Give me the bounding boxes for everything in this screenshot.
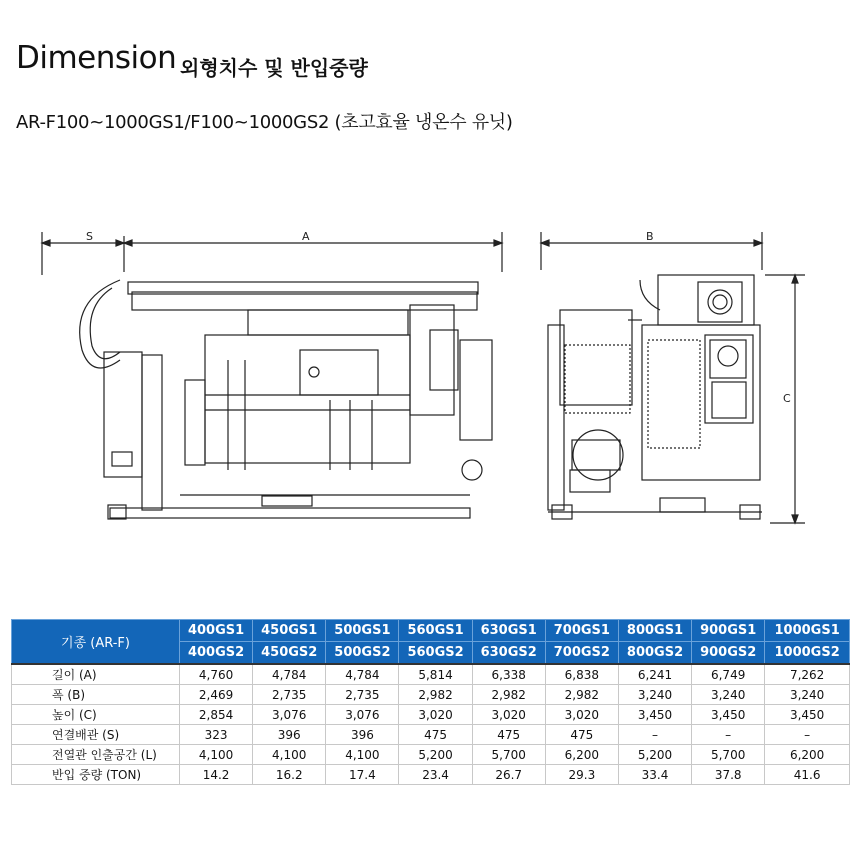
- table-cell: –: [618, 725, 691, 745]
- table-cell: 4,100: [180, 745, 253, 765]
- dim-label-b: B: [646, 230, 654, 243]
- table-cell: 396: [326, 725, 399, 745]
- table-header-cell: 400GS1: [180, 620, 253, 642]
- table-cell: 5,200: [399, 745, 472, 765]
- table-cell: 17.4: [326, 765, 399, 785]
- table-header-cell: 1000GS1: [765, 620, 850, 642]
- table-cell: 6,838: [545, 664, 618, 685]
- table-cell: 3,240: [618, 685, 691, 705]
- table-header-cell: 560GS1: [399, 620, 472, 642]
- table-cell: 2,982: [399, 685, 472, 705]
- table-row: [12, 725, 850, 745]
- table-cell: 2,469: [180, 685, 253, 705]
- table-header-row: [12, 620, 850, 642]
- table-cell: 3,076: [326, 705, 399, 725]
- table-cell: 29.3: [545, 765, 618, 785]
- dimension-drawing: [0, 220, 859, 550]
- table-row-label: 반입 중량 (TON): [12, 765, 180, 785]
- table-cell: 3,450: [765, 705, 850, 725]
- table-cell: 26.7: [472, 765, 545, 785]
- table-header-cell: 800GS1: [618, 620, 691, 642]
- table-header-cell: 450GS1: [253, 620, 326, 642]
- table-cell: 323: [180, 725, 253, 745]
- table-header-cell: 560GS2: [399, 642, 472, 665]
- table-cell: 475: [472, 725, 545, 745]
- table-row: [12, 765, 850, 785]
- table-cell: 4,784: [253, 664, 326, 685]
- table-row: [12, 705, 850, 725]
- table-header-cell: 450GS2: [253, 642, 326, 665]
- table-cell: 14.2: [180, 765, 253, 785]
- table-row-label: 폭 (B): [12, 685, 180, 705]
- table-cell: 2,982: [472, 685, 545, 705]
- table-cell: 4,100: [326, 745, 399, 765]
- table-row: [12, 685, 850, 705]
- table-cell: 475: [545, 725, 618, 745]
- table-header-cell: 400GS2: [180, 642, 253, 665]
- table-row-label: 길이 (A): [12, 664, 180, 685]
- table-row: [12, 664, 850, 685]
- table-cell: 2,735: [326, 685, 399, 705]
- table-cell: 5,200: [618, 745, 691, 765]
- page-title-korean: 외형치수 및 반입중량: [180, 56, 368, 80]
- table-cell: 3,240: [692, 685, 765, 705]
- table-row: [12, 745, 850, 765]
- dim-label-c: C: [783, 392, 791, 405]
- table-cell: 23.4: [399, 765, 472, 785]
- table-cell: 6,241: [618, 664, 691, 685]
- table-header-cell: 800GS2: [618, 642, 691, 665]
- table-header-cell: 700GS2: [545, 642, 618, 665]
- dim-label-s: S: [86, 230, 93, 243]
- table-cell: 6,338: [472, 664, 545, 685]
- table-row-label: 연결배관 (S): [12, 725, 180, 745]
- table-cell: 2,735: [253, 685, 326, 705]
- table-header-model: 기종 (AR-F): [12, 620, 180, 665]
- table-header-cell: 1000GS2: [765, 642, 850, 665]
- table-header-cell: 700GS1: [545, 620, 618, 642]
- page-title: Dimension: [16, 40, 177, 76]
- table-header-cell: 500GS1: [326, 620, 399, 642]
- table-cell: 41.6: [765, 765, 850, 785]
- page-subtitle: AR-F100~1000GS1/F100~1000GS2 (초고효율 냉온수 유닛): [16, 112, 513, 133]
- table-cell: 5,814: [399, 664, 472, 685]
- table-cell: 2,854: [180, 705, 253, 725]
- table-cell: 3,020: [545, 705, 618, 725]
- table-cell: 3,450: [692, 705, 765, 725]
- table-header-cell: 900GS1: [692, 620, 765, 642]
- table-cell: 3,450: [618, 705, 691, 725]
- table-cell: 396: [253, 725, 326, 745]
- table-header-cell: 630GS1: [472, 620, 545, 642]
- table-cell: 4,784: [326, 664, 399, 685]
- table-cell: 6,749: [692, 664, 765, 685]
- spec-table: [11, 619, 850, 785]
- table-cell: 3,240: [765, 685, 850, 705]
- table-cell: 4,100: [253, 745, 326, 765]
- dim-label-a: A: [302, 230, 310, 243]
- table-cell: 3,020: [472, 705, 545, 725]
- table-cell: 4,760: [180, 664, 253, 685]
- table-cell: 33.4: [618, 765, 691, 785]
- table-cell: 3,020: [399, 705, 472, 725]
- table-cell: 6,200: [765, 745, 850, 765]
- table-row-label: 전열관 인출공간 (L): [12, 745, 180, 765]
- table-header-cell: 900GS2: [692, 642, 765, 665]
- table-cell: 2,982: [545, 685, 618, 705]
- table-cell: 5,700: [692, 745, 765, 765]
- table-cell: –: [692, 725, 765, 745]
- table-cell: 475: [399, 725, 472, 745]
- table-header-cell: 500GS2: [326, 642, 399, 665]
- table-cell: 3,076: [253, 705, 326, 725]
- table-cell: 37.8: [692, 765, 765, 785]
- table-row-label: 높이 (C): [12, 705, 180, 725]
- table-cell: –: [765, 725, 850, 745]
- table-cell: 6,200: [545, 745, 618, 765]
- table-cell: 5,700: [472, 745, 545, 765]
- table-cell: 16.2: [253, 765, 326, 785]
- table-header-cell: 630GS2: [472, 642, 545, 665]
- table-cell: 7,262: [765, 664, 850, 685]
